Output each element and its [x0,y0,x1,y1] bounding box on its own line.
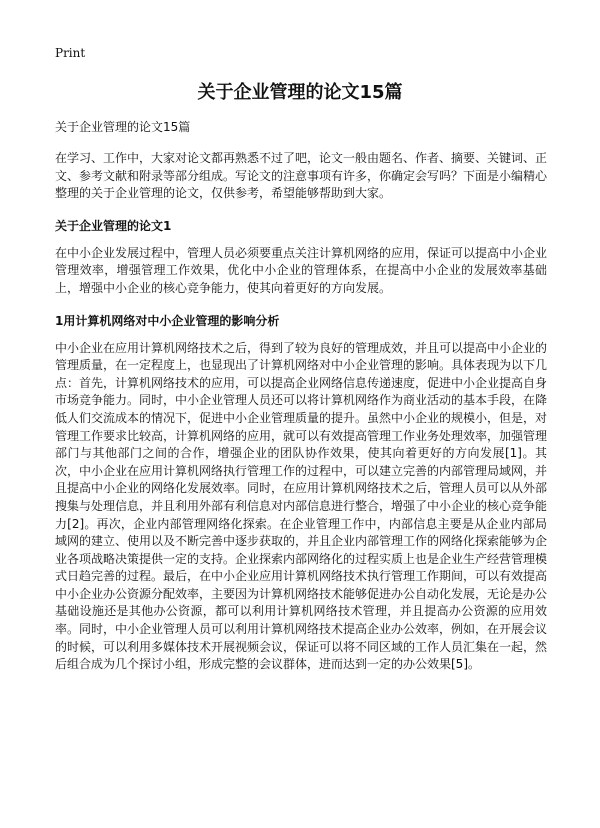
subsection-heading: 1用计算机网络对中小企业管理的影响分析 [55,313,280,328]
document-body [55,118,547,674]
document-subtitle: 关于企业管理的论文15篇 [55,120,191,134]
print-link[interactable]: Print [55,46,86,60]
section-paragraph: 在中小企业发展过程中，管理人员必须要重点关注计算机网络的应用，保证可以提高中小企业管理效率，增强管理工作效果，优化中小企业的管理体系，在提高中小企业的发展效率基础上，增强中小企业的核心竞争能力，使其向着更好的方向发展。 [55,245,548,295]
intro-paragraph: 在学习、工作中，大家对论文都再熟悉不过了吧，论文一般由题名、作者、摘要、关键词、正文、参考文献和附录等部分组成。写论文的注意事项有许多，你确定会写吗？下面是小编精心整理的关于企业管理的论文，仅供参考，希望能够帮助到大家。 [55,151,548,201]
subsection-paragraph: 中小企业在应用计算机网络技术之后，得到了较为良好的管理成效，并且可以提高中小企业的管理质量，在一定程度上，也显现出了计算机网络对中小企业管理的影响。具体表现为以下几点：首先，计算机网络技术的应用，可以提高企业网络信息传递速度，促进中小企业提高自身市场竞争能力。同时，中小企业管理人员还可以将计算机网络作为商业活动的基本手段，在降低人们交流成本的情况下，促进中小企业管理质量的提升。虽然中小企业的规模小，但是，对管理工作要求比较高，计算机网络的应用，就可以有效提高管理工作业务处理效率，加强管理部门与其他部门之间的合作，增强企业的团队协作效果，使其向着更好的方向发展[1]。其次，中小企业在应用计算机网络执行管理工作的过程中，可以建立完善的内部管理局域网，并且提高中小企业的网络化发展效率。同时，在应用计算机网络技术之后，管理人员可以从外部搜集与处理信息，并且利用外部有利信息对内部信息进行整合，增强了中小企业的核心竞争能力[2]。再次，企业内部管理网络化探索。在企业管理工作中，内部信息主要是从企业内部局域网的建立、使用以及不断完善中逐步获取的，并且企业内部管理工作的网络化探索能够为企业各项战略决策提供一定的支持。企业探索内部网络化的过程实质上也是企业生产经营管理模式日趋完善的过程。最后，在中小企业应用计算机网络技术执行管理工作期间，可以有效提高中小企业办公资源分配效率，主要因为计算机网络技术能够促进办公自动化发展，无论是办公基础设施还是其他办公资源，都可以利用计算机网络技术管理，并且提高办公资源的应用效率。同时，中小企业管理人员可以利用计算机网络技术提高企业办公效率，例如，在开展会议的时候，可以利用多媒体技术开展视频会议，保证可以将不同区域的工作人员汇集在一起，然后组合成为几个探讨小组，形成完整的会议群体，进而达到一定的办公效果[5]。 [55,340,548,672]
section-heading: 关于企业管理的论文1 [55,218,172,233]
document-title: 关于企业管理的论文15篇 [197,82,403,103]
